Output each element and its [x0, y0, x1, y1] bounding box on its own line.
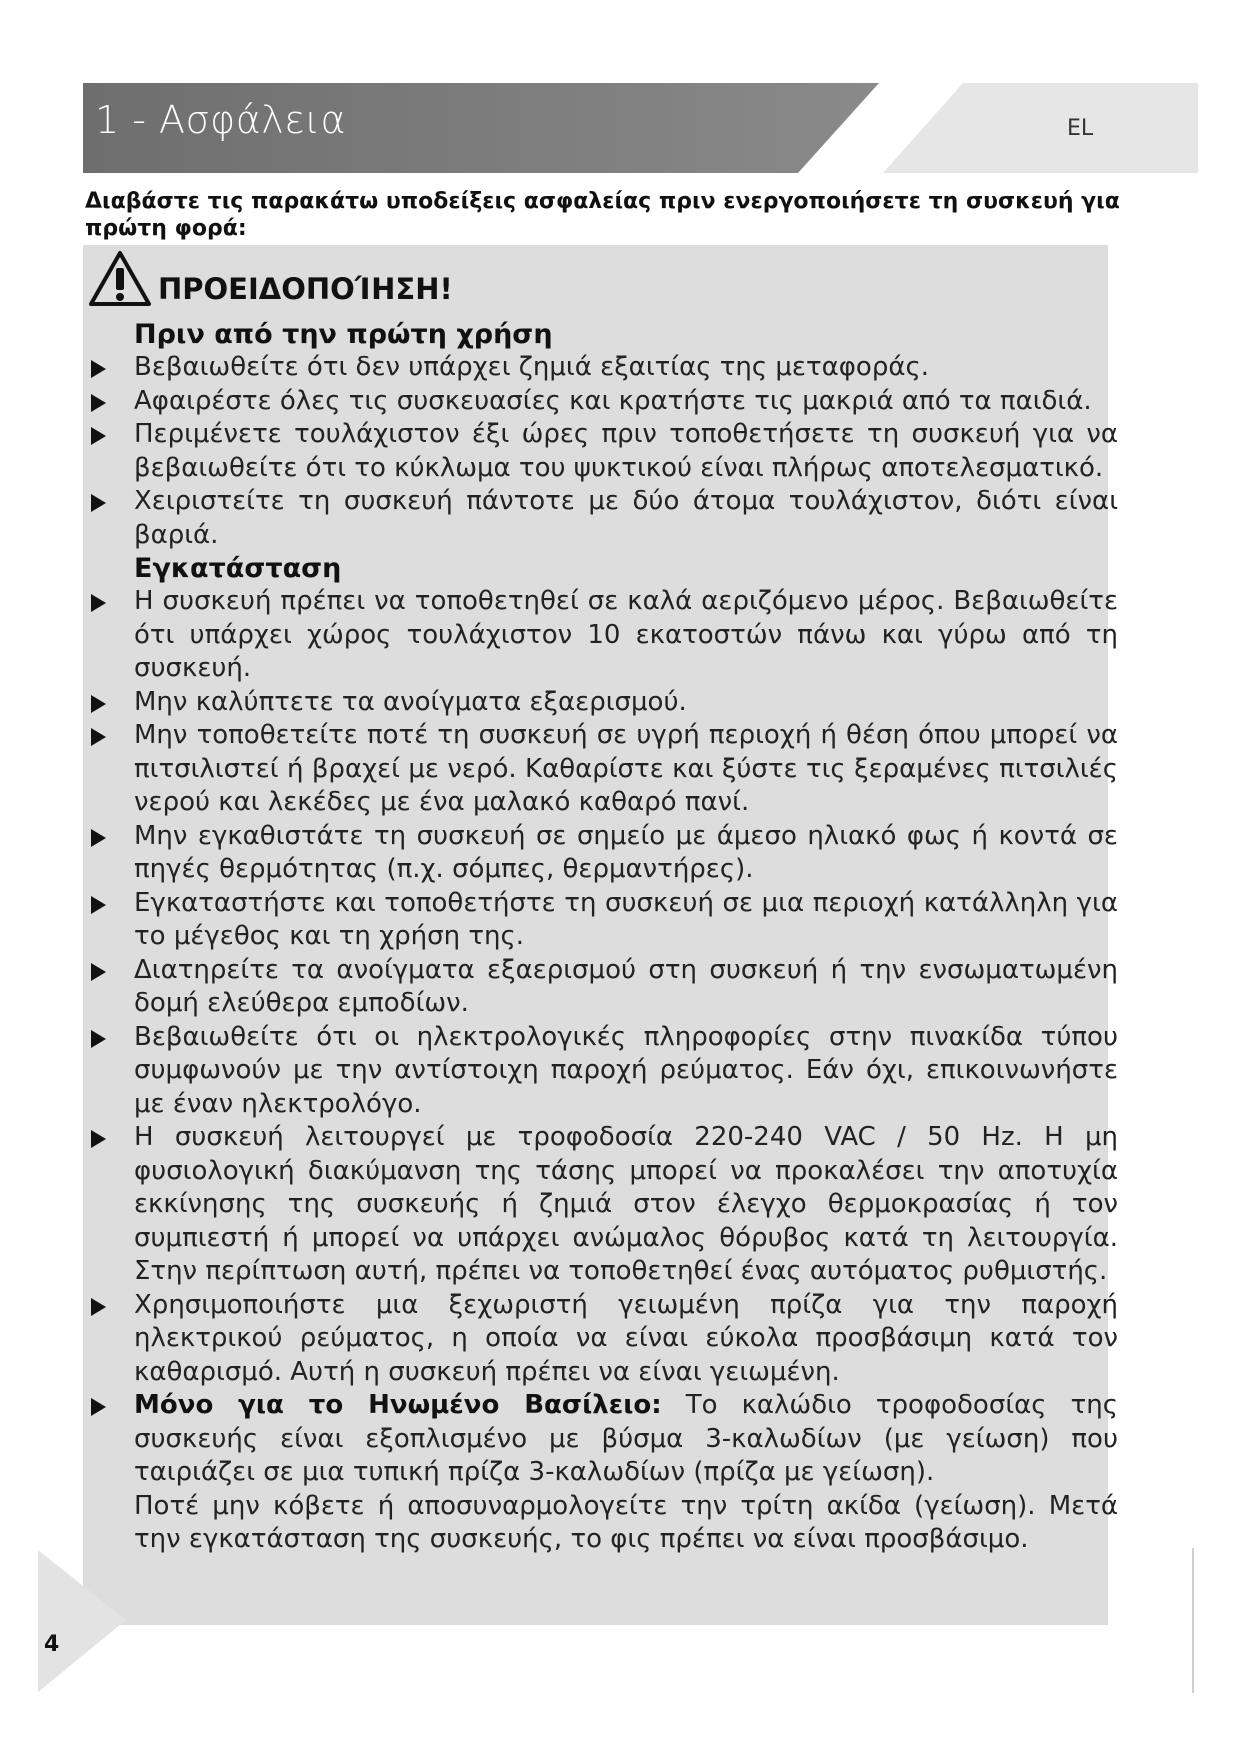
bullet-arrow-icon [91, 1030, 106, 1048]
section-heading-installation: Εγκατάσταση [134, 553, 342, 584]
page-corner-shape [38, 1550, 133, 1696]
uk-lead: Μόνο για το Ηνωμένο Βασίλειο: [134, 1390, 662, 1420]
bullet-arrow-icon [91, 394, 106, 412]
language-code: EL [1067, 116, 1094, 141]
safety-content [88, 270, 1118, 1557]
list-item: Μην εγκαθιστάτε τη συσκευή σε σημείο με άμεσο ηλιακό φως ή κοντά σε πηγές θερμότητας (π.χ. σόμπες, θερμαντήρες). [88, 820, 1118, 887]
bullet-arrow-icon [91, 594, 106, 612]
section-title: 1 - Ασφάλεια [95, 98, 347, 142]
bullet-arrow-icon [91, 728, 106, 746]
list-item-uk: Μόνο για το Ηνωμένο Βασίλειο: Το καλώδιο τροφοδοσίας της συσκευής είναι εξοπλισμένο με βύσμα 3-καλωδίων (με γείωση) που ταιριάζει σε μια τυπική πρίζα 3-καλωδίων (πρίζα με γείωση). Ποτέ μην κόβετε ή αποσυναρμολογείτε την τρίτη ακίδα (γείωση). Μετά την εγκατάσταση της συσκευής, το φις πρέπει να είναι προσβάσιμο. [88, 1389, 1118, 1557]
list-item: Η συσκευή πρέπει να τοποθετηθεί σε καλά αεριζόμενο μέρος. Βεβαιωθείτε ότι υπάρχει χώρος τουλάχιστον 10 εκατοστών πάνω και γύρω από τη συσκευή. [88, 585, 1118, 686]
list-item: Εγκαταστήστε και τοποθετήστε τη συσκευή σε μια περιοχή κατάλληλη για το μέγεθος και τη χρήση της. [88, 887, 1118, 954]
page-number: 4 [44, 1632, 60, 1657]
bullet-arrow-icon [91, 896, 106, 914]
bullet-arrow-icon [91, 494, 106, 512]
list-item: Διατηρείτε τα ανοίγματα εξαερισμού στη συσκευή ή την ενσωματωμένη δομή ελεύθερα εμποδίων. [88, 954, 1118, 1021]
list-item: Μην καλύπτετε τα ανοίγματα εξαερισμού. [88, 686, 1118, 720]
warning-header [88, 270, 1118, 318]
bullet-arrow-icon [91, 963, 106, 981]
list-item: Περιμένετε τουλάχιστον έξι ώρες πριν τοποθετήσετε τη συσκευή για να βεβαιωθείτε ότι το κύκλωμα του ψυκτικού είναι πλήρως αποτελεσματικό. [88, 418, 1118, 485]
right-divider [1192, 1548, 1194, 1693]
bullet-arrow-icon [91, 829, 106, 847]
list-item: Χρησιμοποιήστε μια ξεχωριστή γειωμένη πρίζα για την παροχή ηλεκτρικού ρεύματος, η οποία να είναι εύκολα προσβάσιμη κατά τον καθαρισμό. Αυτή η συσκευή πρέπει να είναι γειωμένη. [88, 1289, 1118, 1390]
bullet-arrow-icon [91, 427, 106, 445]
list-item: Βεβαιωθείτε ότι οι ηλεκτρολογικές πληροφορίες στην πινακίδα τύπου συμφωνούν με την αντίστοιχη παροχή ρεύματος. Εάν όχι, επικοινωνήστε με έναν ηλεκτρολόγο. [88, 1021, 1118, 1122]
bullet-arrow-icon [91, 1298, 106, 1316]
list-item: Η συσκευή λειτουργεί με τροφοδοσία 220-240 VAC / 50 Hz. Η μη φυσιολογική διακύμανση της τάσης μπορεί να προκαλέσει την αποτυχία εκκίνησης της συσκευής ή ζημιά στον έλεγχο θερμοκρασίας ή τον συμπιεστή ή μπορεί να υπάρχει ανώμαλος θόρυβος κατά τη λειτουργία. Στην περίπτωση αυτή, πρέπει να τοποθετηθεί ένας αυτόματος ρυθμιστής. [88, 1121, 1118, 1289]
intro-text: Διαβάστε τις παρακάτω υποδείξεις ασφαλείας πριν ενεργοποιήσετε τη συσκευή για πρώτη φορά: [85, 189, 1120, 241]
uk-continuation: Ποτέ μην κόβετε ή αποσυναρμολογείτε την τρίτη ακίδα (γείωση). Μετά την εγκατάσταση της συσκευής, το φις πρέπει να είναι προσβάσιμο. [134, 1490, 1118, 1554]
list-item: Βεβαιωθείτε ότι δεν υπάρχει ζημιά εξαιτίας της μεταφοράς. [88, 351, 1118, 385]
list-item: Χειριστείτε τη συσκευή πάντοτε με δύο άτομα τουλάχιστον, διότι είναι βαριά. [88, 485, 1118, 552]
bullet-arrow-icon [91, 360, 106, 378]
bullet-arrow-icon [91, 1130, 106, 1148]
warning-title: ΠΡΟΕΙΔΟΠΟΊΗΣΗ! [158, 272, 453, 306]
bullet-arrow-icon [91, 695, 106, 713]
section-heading-first-use: Πριν από την πρώτη χρήση [134, 319, 553, 350]
list-item: Μην τοποθετείτε ποτέ τη συσκευή σε υγρή περιοχή ή θέση όπου μπορεί να πιτσιλιστεί ή βραχεί με νερό. Καθαρίστε και ξύστε τις ξεραμένες πιτσιλιές νερού και λεκέδες με ένα μαλακό καθαρό πανί. [88, 719, 1118, 820]
warning-triangle-icon [88, 250, 152, 312]
list-item: Αφαιρέστε όλες τις συσκευασίες και κρατήστε τις μακριά από τα παιδιά. [88, 385, 1118, 419]
bullet-arrow-icon [91, 1398, 106, 1416]
